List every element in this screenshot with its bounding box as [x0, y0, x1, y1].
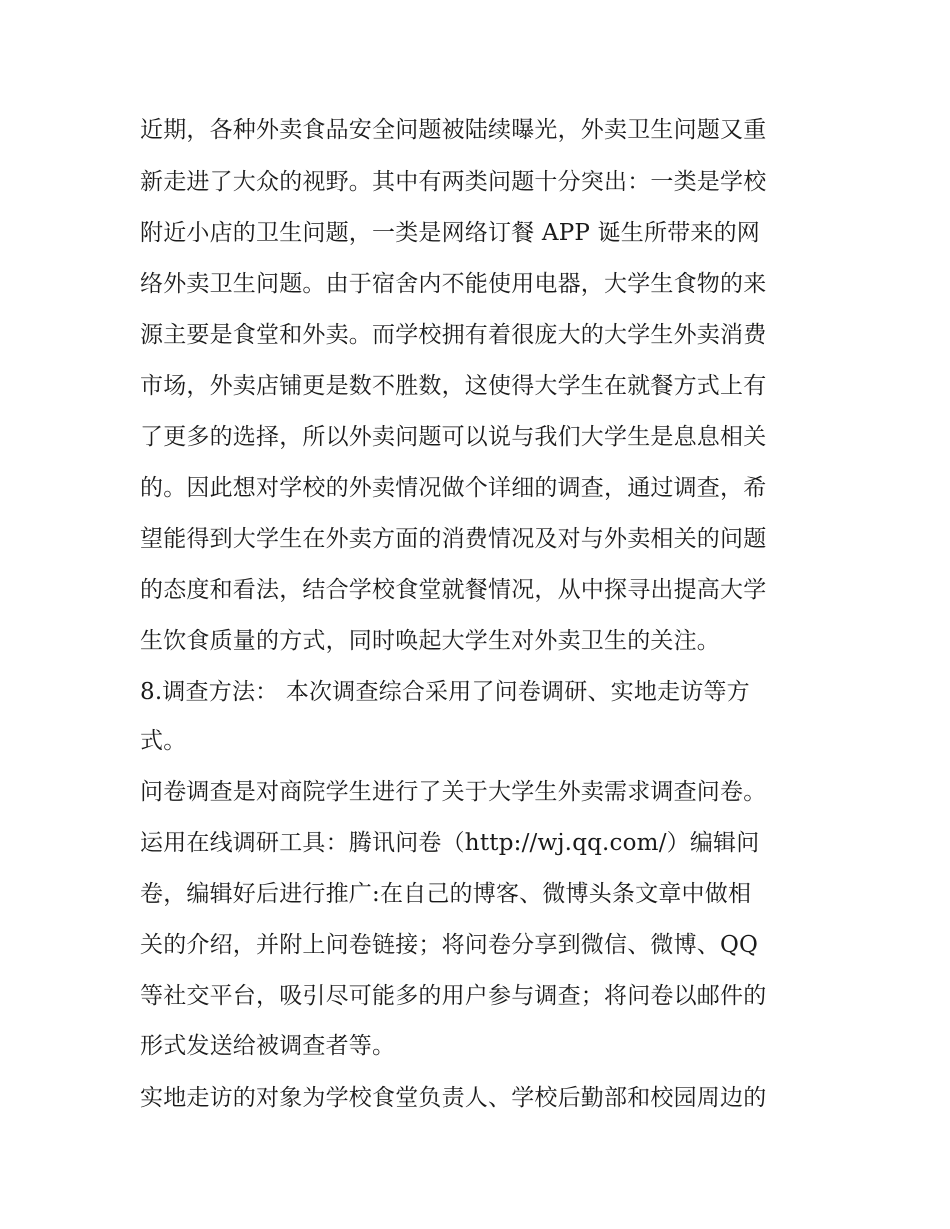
text-line: 8.调查方法： 本次调查综合采用了问卷调研、实地走访等方: [140, 679, 750, 705]
text-line: 了更多的选择，所以外卖问题可以说与我们大学生是息息相关: [140, 424, 767, 450]
text-line: 式。: [140, 728, 187, 754]
text-line: 源主要是食堂和外卖。而学校拥有着很庞大的大学生外卖消费: [140, 322, 767, 348]
text-line: 实地走访的对象为学校食堂负责人、学校后勤部和校园周边的: [140, 1085, 767, 1111]
text-line: 形式发送给被调查者等。: [140, 1033, 396, 1059]
text-line: 关的介绍，并附上问卷链接；将问卷分享到微信、微博、QQ: [140, 932, 759, 958]
text-line: 近期，各种外卖食品安全问题被陆续曝光，外卖卫生问题又重: [140, 117, 767, 143]
text-line: 市场，外卖店铺更是数不胜数，这使得大学生在就餐方式上有: [140, 373, 767, 399]
text-line: 运用在线调研工具：腾讯问卷（http://wj.qq.com/）编辑问: [140, 830, 760, 856]
text-line: 卷，编辑好后进行推广:在自己的博客、微博头条文章中做相: [140, 881, 752, 907]
text-line: 望能得到大学生在外卖方面的消费情况及对与外卖相关的问题: [140, 526, 767, 552]
text-line: 附近小店的卫生问题，一类是网络订餐 APP 诞生所带来的网: [140, 220, 760, 246]
text-line: 等社交平台，吸引尽可能多的用户参与调查；将问卷以邮件的: [140, 983, 767, 1009]
text-line: 问卷调查是对商院学生进行了关于大学生外卖需求调查问卷。: [140, 779, 767, 805]
text-line: 生饮食质量的方式，同时唤起大学生对外卖卫生的关注。: [140, 628, 720, 654]
text-line: 的态度和看法，结合学校食堂就餐情况，从中探寻出提高大学: [140, 577, 767, 603]
text-line: 络外卖卫生问题。由于宿舍内不能使用电器，大学生食物的来: [140, 271, 767, 297]
text-line: 的。因此想对学校的外卖情况做个详细的调查，通过调查，希: [140, 475, 767, 501]
text-line: 新走进了大众的视野。其中有两类问题十分突出：一类是学校: [140, 169, 767, 195]
